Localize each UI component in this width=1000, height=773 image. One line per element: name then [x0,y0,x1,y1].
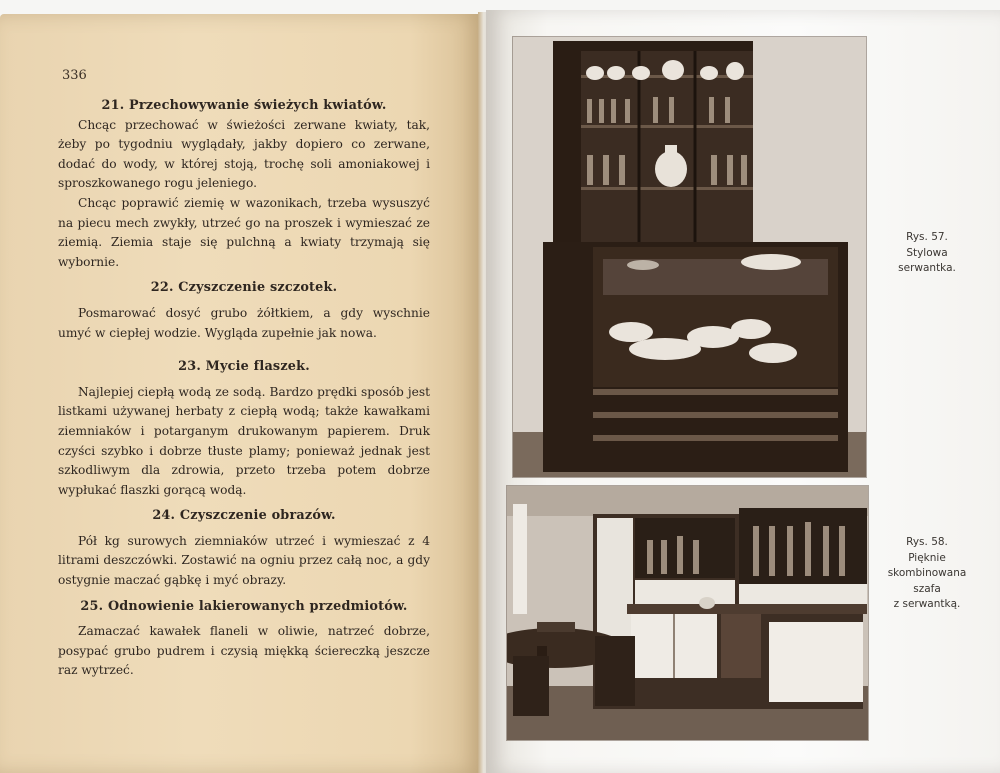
paragraph: Pół kg surowych ziemniaków utrzeć i wymieszać z 4 litrami deszczówki. Zostawić na ogniu przez całą noc, a gdy ostygnie maczać gąbkę i myć obrazy. [58,533,430,588]
section-heading: 25. Odnowienie lakierowanych przedmiotów. [80,598,408,614]
paragraph: Chcąc przechować w świeżości zerwane kwiaty, tak, żeby po tygodniu wyglądały, jakby dopiero co zerwane, dodać do wody, w której stoją, trochę soli amoniakowej i sproszkowanego rogu jeleniego. [58,117,430,191]
page-number: 336 [62,68,87,83]
section-heading: 22. Czyszczenie szczotek. [150,280,338,296]
left-page-text [58,96,430,681]
caption-line: z serwantką. [893,598,961,610]
figure-57-photo [513,37,866,477]
paragraph: Chcąc poprawić ziemię w wazonikach, trzeba wysuszyć na piecu mech zwykły, utrzeć go na proszek i wymieszać ze ziemią. Ziemia staje się pulchną a kwiaty trzymają się wybornie. [58,195,430,269]
section-heading: 24. Czyszczenie obrazów. [152,508,336,524]
caption-line: Rys. 57. [906,231,948,243]
section-heading: 23. Mycie flaszek. [178,359,310,375]
caption-line: Stylowa [906,246,948,259]
figure-58-photo [507,486,868,740]
wardrobe-illustration [507,486,868,740]
figure-57-caption [872,230,982,277]
paragraph: Zamaczać kawałek flaneli w oliwie, natrzeć dobrze, posypać grubo pudrem i czysią miękką ściereczką jeszcze raz wytrzeć. [58,624,430,678]
paragraph: Najlepiej ciepłą wodą ze sodą. Bardzo prędki sposób jest listkami używanej herbaty z ciepłą wodą; także kawałkami ziemniaków i potarganym drukowanym papierem. Druk czyści szybko i dobrze tłuste plamy; ponieważ jednak jest szkodliwym dla zdrowia, przeto trzeba potem dobrze wypłukać flaszki gorącą wodą. [58,384,430,497]
caption-line: szafa [913,582,941,595]
caption-line: serwantka. [898,262,956,274]
caption-line: Pięknie [908,551,946,564]
section-heading: 21. Przechowywanie świeżych kwiatów. [101,98,387,113]
paragraph: Posmarować dosyć grubo żółtkiem, a gdy wyschnie umyć w ciepłej wodzie. Wygląda zupełnie jak nowa. [58,305,430,340]
caption-line: Rys. 58. [906,536,948,548]
cabinet-illustration [513,37,866,477]
figure-58-caption [868,535,986,613]
caption-line: skombinowana [887,567,967,579]
